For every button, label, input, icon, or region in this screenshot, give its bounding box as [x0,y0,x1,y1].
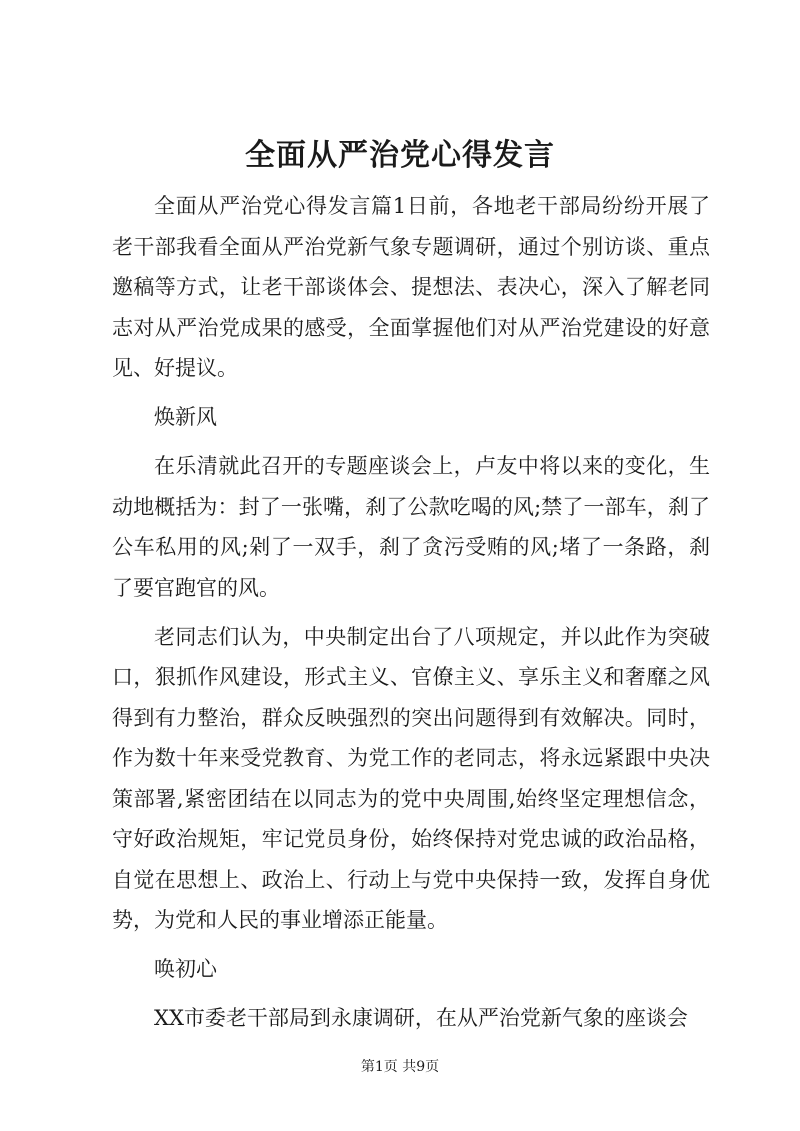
page-number-footer: 第1页 共9页 [360,1059,440,1075]
paragraph-eight-rules: 老同志们认为，中央制定出台了八项规定，并以此作为突破口，狠抓作风建设，形式主义、官僚主义、享乐主义和奢靡之风得到有力整治，群众反映强烈的突出问题得到有效解决。同时，作为数十年来受党教育、为党工作的老同志，将永远紧跟中央决策部署,紧密团结在以同志为的党中央周围,始终坚定理想信念，守好政治规矩，牢记党员身份，始终保持对党忠诚的政治品格，自觉在思想上、政治上、行动上与党中央保持一致，发挥自身优势，为党和人民的事业增添正能量。 [112,624,710,932]
section-heading-new-wind: 焕新风 [154,405,217,429]
paragraph-intro: 全面从严治党心得发言篇1日前，各地老干部局纷纷开展了老干部我看全面从严治党新气象专题调研，通过个别访谈、重点邀稿等方式，让老干部谈体会、提想法、表决心，深入了解老同志对从严治党成果的感受，全面掌握他们对从严治党建设的好意见、好提议。 [112,194,710,380]
section-heading-original-aspiration: 唤初心 [154,957,217,981]
paragraph-yueqing: 在乐清就此召开的专题座谈会上，卢友中将以来的变化，生动地概括为：封了一张嘴，刹了公款吃喝的风;禁了一部车，刹了公车私用的风;剁了一双手，刹了贪污受贿的风;堵了一条路，刹了要官跑官的风。 [112,454,710,600]
document-body [112,186,710,1047]
document-title: 全面从严治党心得发言 [245,138,555,173]
paragraph-yongkang: XX市委老干部局到永康调研，在从严治党新气象的座谈会 [154,1006,688,1030]
